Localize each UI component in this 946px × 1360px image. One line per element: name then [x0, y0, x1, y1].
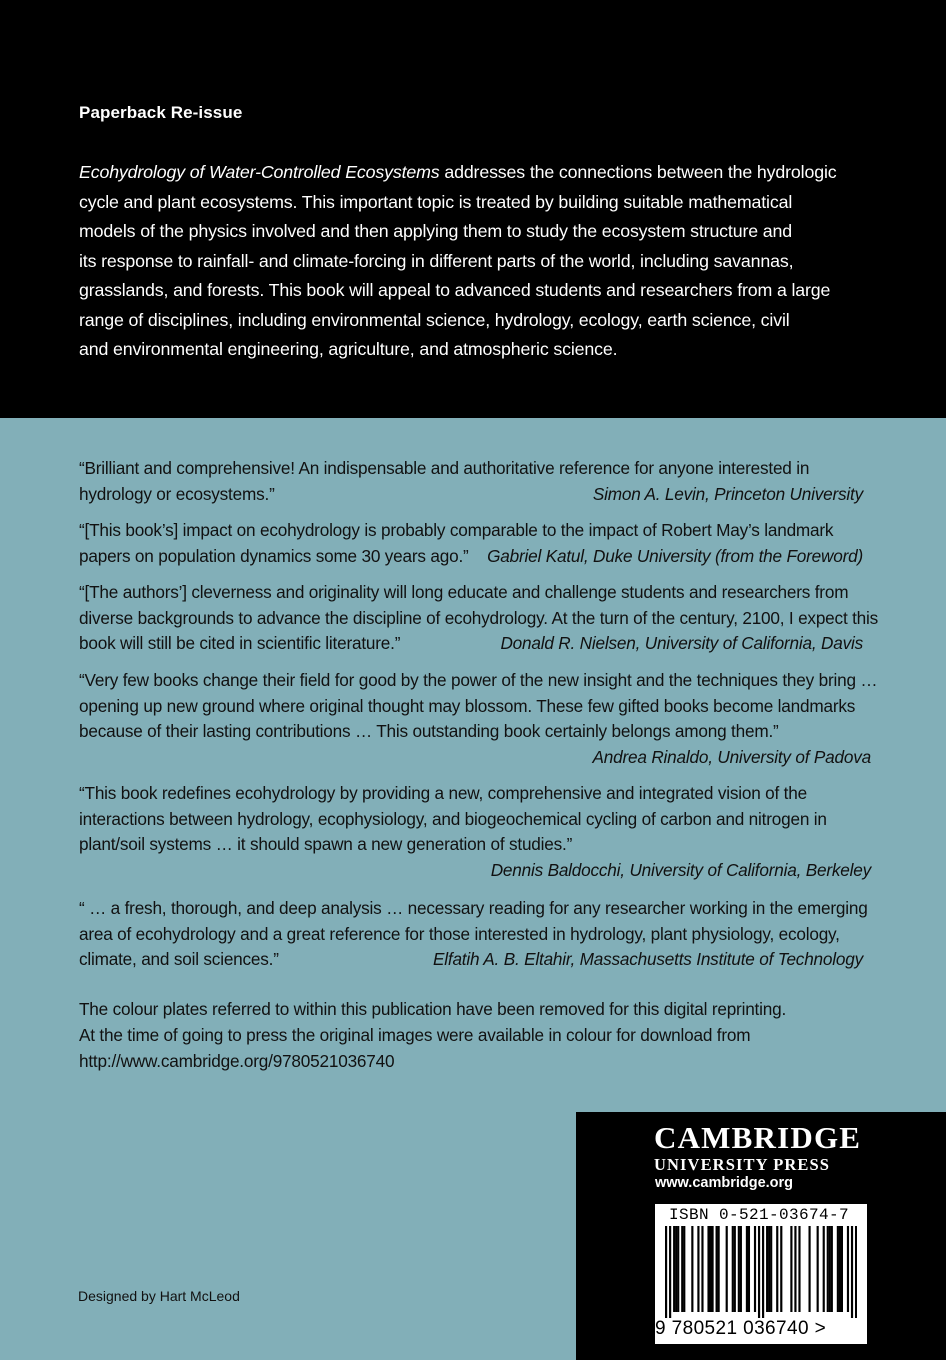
barcode-bar	[768, 1226, 770, 1312]
colour-plates-note: The colour plates referred to within this publication have been removed for this digital reprinting. At the time of going to press the original images were available in colour for download from http://www.cambridge.org/9780521036740	[79, 996, 859, 1074]
barcode-bar	[709, 1226, 711, 1312]
barcode-bar	[681, 1226, 683, 1312]
description-line: its response to rainfall- and climate-forcing in different parts of the world, including savannas,	[79, 250, 794, 271]
description-line: cycle and plant ecosystems. This important topic is treated by building suitable mathematical	[79, 191, 793, 212]
barcode-bar	[798, 1226, 800, 1312]
isbn-number: ISBN 0-521-03674-7	[669, 1206, 850, 1224]
ean-number: 9 780521 036740 >	[655, 1318, 827, 1339]
barcode-bar	[711, 1226, 713, 1312]
barcode-bar	[697, 1226, 699, 1312]
bottom-blue-panel	[0, 418, 946, 1360]
barcode-bar	[738, 1226, 740, 1312]
book-title: Ecohydrology of Water-Controlled Ecosystems	[79, 162, 440, 182]
barcode-bar	[675, 1226, 677, 1312]
barcode-bar	[794, 1226, 796, 1312]
barcode-label	[655, 1204, 867, 1344]
review-quote: “ … a fresh, thorough, and deep analysis … necessary reading for any researcher working in the emerging area of ecohydrology and a great reference for those interested in hydrology, plant physiology, ecology, climate, and soil sciences.” Elfatih A. B. Eltahir, Massachusetts Institute of Technology	[79, 896, 869, 973]
edition-heading: Paperback Re-issue	[79, 103, 243, 122]
barcode-bar	[855, 1226, 857, 1318]
barcode-bar	[691, 1226, 693, 1312]
barcode-icon	[665, 1226, 857, 1318]
review-quote: “This book redefines ecohydrology by providing a new, comprehensive and integrated vision of the interactions between hydrology, ecophysiology, and biogeochemical cycling of carbon and nitrogen in plant/soil systems … it should spawn a new generation of studies.” Dennis Baldocchi, University of California, Berkeley	[79, 781, 869, 883]
review-quote: “[This book’s] impact on ecohydrology is probably comparable to the impact of Robert May’s landmark papers on population dynamics some 30 years ago.” Gabriel Katul, Duke University (from the Foreword)	[79, 518, 869, 569]
barcode-bar	[829, 1226, 831, 1312]
download-link[interactable]: http://www.cambridge.org/9780521036740	[79, 1051, 395, 1071]
barcode-bar	[707, 1226, 709, 1312]
publisher-block	[576, 1112, 946, 1360]
barcode-bar	[839, 1226, 841, 1312]
description-line: Ecohydrology of Water-Controlled Ecosystems addresses the connections between the hydrologic	[79, 162, 837, 182]
barcode-bar	[762, 1226, 764, 1318]
barcode-bar	[732, 1226, 734, 1312]
barcode-bar	[701, 1226, 703, 1312]
barcode-bar	[776, 1226, 778, 1312]
barcode-bar	[683, 1226, 685, 1312]
description-line: range of disciplines, including environmental science, hydrology, ecology, earth science, civil	[79, 309, 790, 330]
barcode-bar	[718, 1226, 720, 1312]
barcode-bar	[748, 1226, 750, 1312]
barcode-bar	[734, 1226, 736, 1312]
barcode-bar	[677, 1226, 679, 1312]
review-attribution: Andrea Rinaldo, University of Padova	[592, 746, 871, 767]
barcode-bar	[716, 1226, 718, 1312]
barcode-bar	[770, 1226, 772, 1312]
review-attribution: Donald R. Nielsen, University of California, Davis	[500, 633, 863, 653]
barcode-bar	[817, 1226, 819, 1312]
barcode-bar	[673, 1226, 675, 1312]
barcode-bar	[726, 1226, 728, 1312]
barcode-bar	[766, 1226, 768, 1312]
barcode-bar	[665, 1226, 667, 1318]
review-attribution: Elfatih A. B. Eltahir, Massachusetts Institute of Technology	[432, 949, 863, 969]
barcode-bar	[823, 1226, 825, 1312]
barcode-bar	[790, 1226, 792, 1312]
description-line: grasslands, and forests. This book will appeal to advanced students and researchers from a large	[79, 280, 831, 300]
review-attribution: Dennis Baldocchi, University of California, Berkeley	[490, 859, 871, 880]
barcode-bar	[808, 1226, 810, 1312]
barcode-bar	[746, 1226, 748, 1312]
review-quote: “Brilliant and comprehensive! An indispensable and authoritative reference for anyone interested in hydrology or ecosystems.” Simon A. Levin, Princeton University	[79, 456, 869, 507]
barcode-bar	[740, 1226, 742, 1312]
barcode-bar	[669, 1226, 671, 1318]
description-line: and environmental engineering, agriculture, and atmospheric science.	[79, 339, 618, 359]
barcode-bar	[837, 1226, 839, 1312]
publisher-logo-sub: UNIVERSITY PRESS	[654, 1155, 831, 1174]
designer-credit: Designed by Hart McLeod	[78, 1288, 240, 1304]
review-quote: “[The authors’] cleverness and originality will long educate and challenge students and researchers from diverse backgrounds to advance the discipline of ecohydrology. At the turn of the century, 2100, I expect this book will still be cited in scientific literature.” Donald R. Nielsen, University of California, Davis	[79, 580, 869, 657]
book-description	[79, 158, 839, 365]
barcode-bar	[841, 1226, 843, 1312]
review-quote: “Very few books change their field for good by the power of the new insight and the techniques they bring … opening up new ground where original thought may blossom. These few gifted books become landmarks because of their lasting contributions … This outstanding book certainly belongs among them.” Andrea Rinaldo, University of Padova	[79, 668, 869, 770]
barcode-bar	[851, 1226, 853, 1318]
barcode-bar	[758, 1226, 760, 1318]
review-attribution: Simon A. Levin, Princeton University	[592, 483, 863, 504]
barcode-bar	[831, 1226, 833, 1312]
publisher-url[interactable]: www.cambridge.org	[655, 1175, 794, 1191]
top-black-panel	[0, 0, 946, 418]
barcode-bar	[847, 1226, 849, 1312]
barcode-bar	[780, 1226, 782, 1312]
barcode-bar	[827, 1226, 829, 1312]
publisher-logo: CAMBRIDGE	[654, 1120, 862, 1155]
barcode-bar	[754, 1226, 756, 1312]
review-attribution: Gabriel Katul, Duke University (from the Foreword)	[487, 545, 863, 566]
description-line: models of the physics involved and then applying them to study the ecosystem structure and	[79, 221, 792, 241]
